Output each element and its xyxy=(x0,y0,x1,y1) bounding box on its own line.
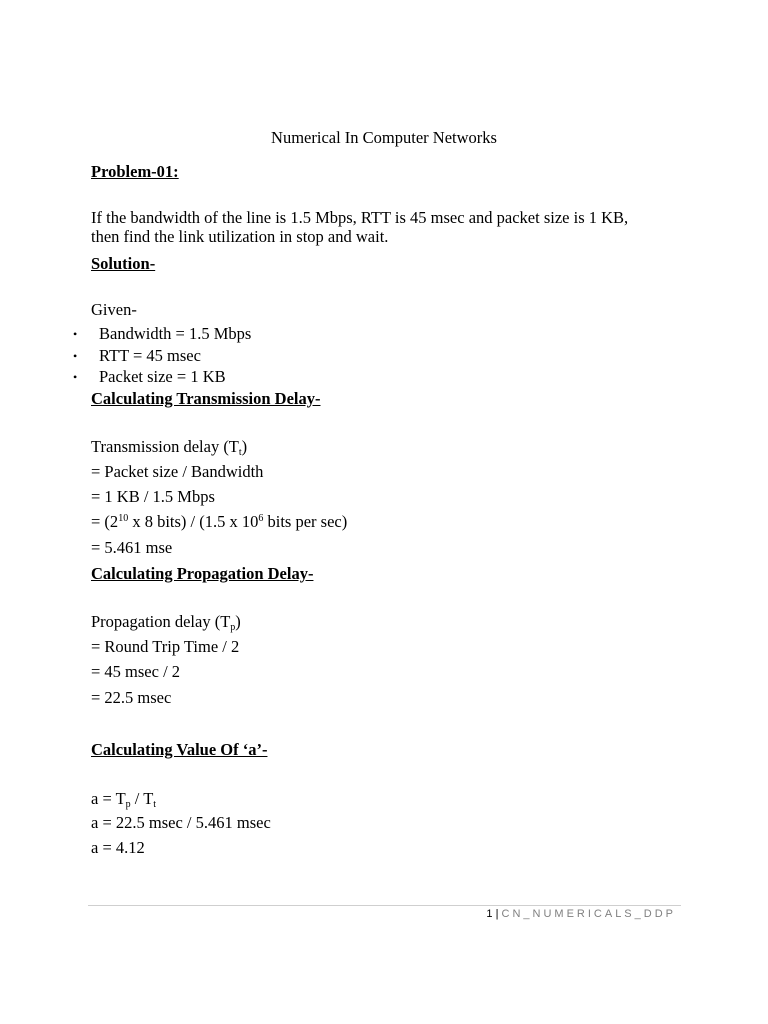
transmission-result: = 5.461 mse xyxy=(91,538,173,557)
given-item-packet-size: Packet size = 1 KB xyxy=(99,367,226,386)
propagation-delay-heading: Calculating Propagation Delay- xyxy=(91,564,314,583)
page-number: 1 xyxy=(486,908,493,920)
transmission-step-3: = ($2^{10}$ x 8 bits) / (1.5 x $10^6$ bits per sec) xyxy=(91,512,348,531)
transmission-delay-heading: Calculating Transmission Delay- xyxy=(91,389,321,408)
value-a-heading: Calculating Value Of ‘a’- xyxy=(91,740,268,759)
problem-heading: Problem-01: xyxy=(91,162,179,181)
transmission-delay-line: Transmission delay $(T_t)$ xyxy=(91,437,248,458)
transmission-step-1: = Packet size / Bandwidth xyxy=(91,462,264,481)
footer-separator: | xyxy=(492,908,502,920)
transmission-step-2: = 1 KB / 1.5 Mbps xyxy=(91,487,215,506)
given-label: Given- xyxy=(91,300,137,319)
page-footer xyxy=(486,908,676,920)
bullet-icon: • xyxy=(73,349,78,363)
given-item-rtt: RTT = 45 msec xyxy=(99,346,201,365)
solution-heading: Solution- xyxy=(91,254,156,273)
bullet-icon: • xyxy=(73,370,78,384)
footer-label: CN_NUMERICALS_DDP xyxy=(501,908,676,920)
propagation-delay-line: Propagation delay $(T_p)$ xyxy=(91,612,241,633)
propagation-step-1: = Round Trip Time / 2 xyxy=(91,637,240,656)
value-a-formula: $a = T_p / T_t$ xyxy=(91,789,157,810)
page-title: Numerical In Computer Networks xyxy=(271,128,497,147)
problem-text-line-2: then find the link utilization in stop and wait. xyxy=(91,227,389,246)
footer-divider xyxy=(88,905,681,906)
given-item-bandwidth: Bandwidth = 1.5 Mbps xyxy=(99,324,252,343)
bullet-icon: • xyxy=(73,327,78,341)
value-a-step: a = 22.5 msec / 5.461 msec xyxy=(91,813,271,832)
problem-text-line-1: If the bandwidth of the line is 1.5 Mbps, RTT is 45 msec and packet size is 1 KB, xyxy=(91,208,629,227)
propagation-step-2: = 45 msec / 2 xyxy=(91,662,181,681)
propagation-result: = 22.5 msec xyxy=(91,688,172,707)
value-a-result: a = 4.12 xyxy=(91,838,145,857)
